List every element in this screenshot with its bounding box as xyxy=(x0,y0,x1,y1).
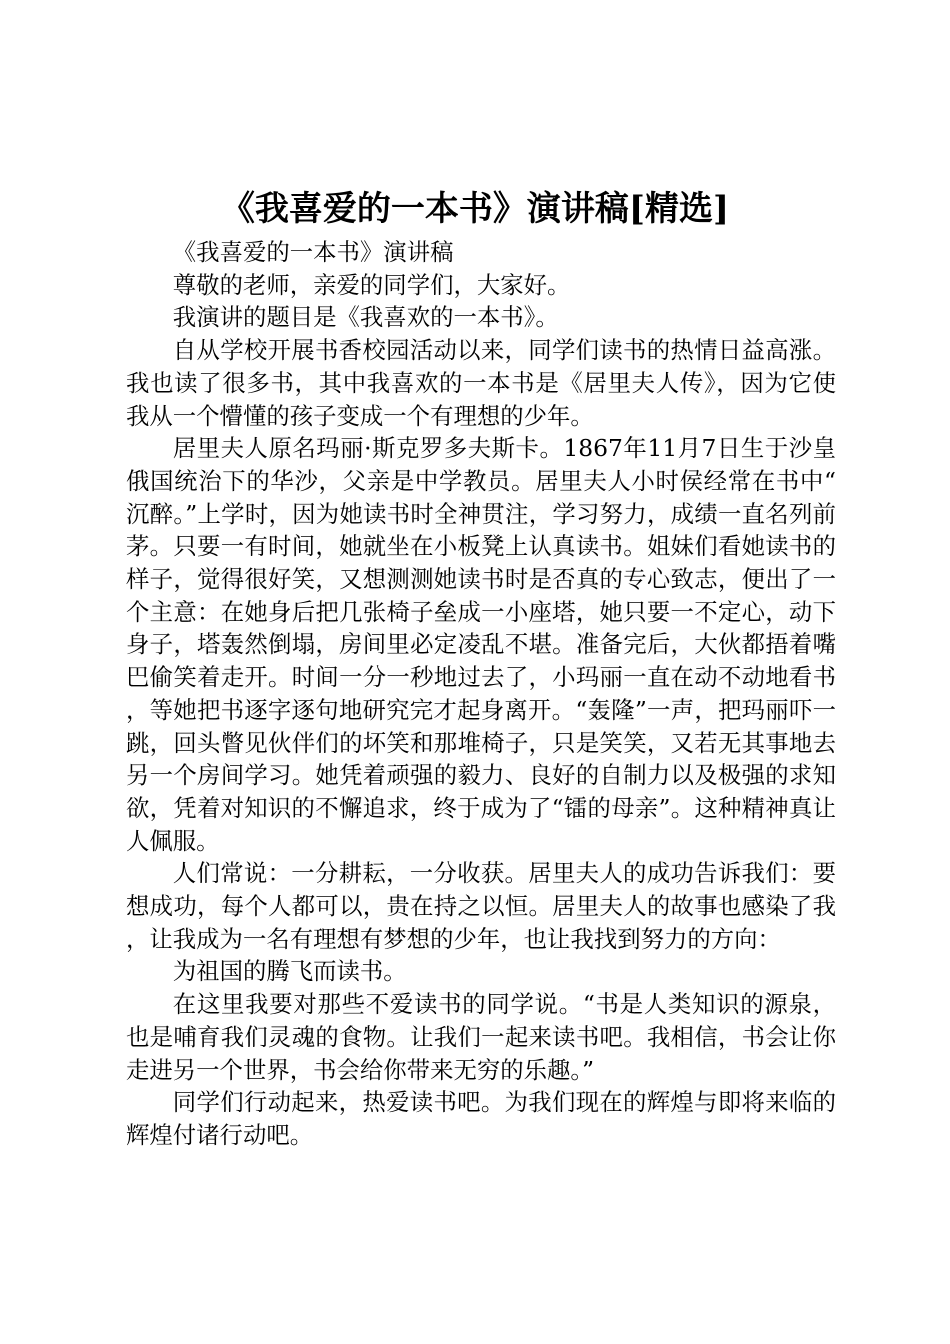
document-body xyxy=(126,236,836,1152)
paragraph-greeting: 尊敬的老师，亲爱的同学们，大家好。 xyxy=(172,270,571,299)
paragraph-intro: 自从学校开展书香校园活动以来，同学们读书的热情日益高涨。我也读了很多书，其中我喜欢的一本书是《居里夫人传》，因为它使我从一个懵懂的孩子变成一个有理想的少年。 xyxy=(126,336,836,430)
paragraph-subtitle: 《我喜爱的一本书》演讲稿 xyxy=(172,238,454,266)
document-title: 《我喜爱的一本书》演讲稿[精选] xyxy=(220,189,730,229)
paragraph-closing: 同学们行动起来，热爱读书吧。为我们现在的辉煌与即将来临的辉煌付诸行动吧。 xyxy=(126,1088,836,1149)
paragraph-story: 居里夫人原名玛丽·斯克罗多夫斯卡。1867年11月7日生于沙皇俄国统治下的华沙，父亲是中学教员。居里夫人小时侯经常在书中“沉醉。”上学时，因为她读书时全神贯注，学习努力，成绩一直名列前茅。只要一有时间，她就坐在小板凳上认真读书。姐妹们看她读书的样子，觉得很好笑，又想测测她读书时是否真的专心致志，便出了一个主意：在她身后把几张椅子垒成一小座塔，她只要一不定心，动下身子，塔轰然倒塌，房间里必定凌乱不堪。准备完后，大伙都捂着嘴巴偷笑着走开。时间一分一秒地过去了，小玛丽一直在动不动地看书，等她把书逐字逐句地研究完才起身离开。“轰隆”一声，把玛丽吓一跳，回头瞥见伙伴们的坏笑和那堆椅子，只是笑笑，又若无其事地去另一个房间学习。她凭着顽强的毅力、良好的自制力以及极强的求知欲，凭着对知识的不懈追求，终于成为了“镭的母亲”。这种精神真让人佩服。 xyxy=(126,434,836,855)
paragraph-lesson: 人们常说：一分耕耘，一分收获。居里夫人的成功告诉我们：要想成功，每个人都可以，贵在持之以恒。居里夫人的故事也感染了我，让我成为一名有理想有梦想的少年，也让我找到努力的方向： xyxy=(126,859,836,953)
paragraph-topic: 我演讲的题目是《我喜欢的一本书》。 xyxy=(172,303,559,332)
paragraph-appeal: 在这里我要对那些不爱读书的同学说。“书是人类知识的源泉，也是哺育我们灵魂的食物。让我们一起来读书吧。我相信，书会让你走进另一个世界，书会给你带来无穷的乐趣。” xyxy=(126,990,836,1084)
paragraph-motto: 为祖国的腾飞而读书。 xyxy=(172,957,407,986)
